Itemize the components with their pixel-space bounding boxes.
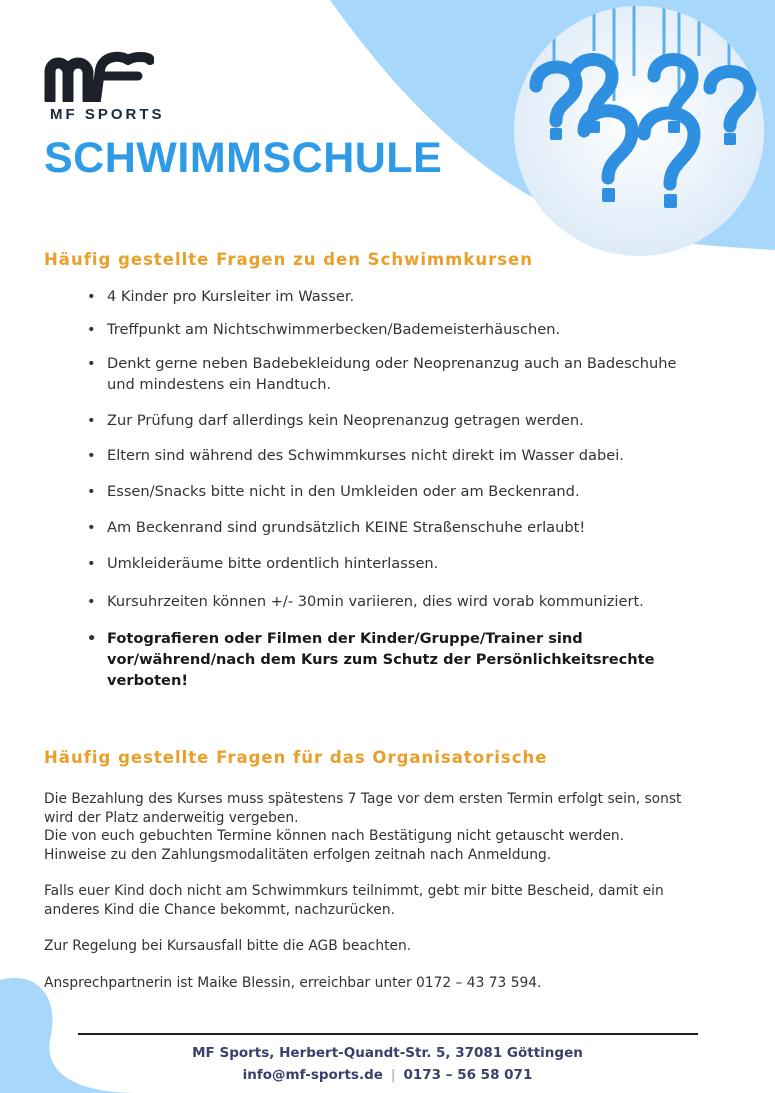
footer-separator: | xyxy=(390,1067,396,1083)
logo-text: MF SPORTS xyxy=(50,106,165,123)
faq-item: • 4 Kinder pro Kursleiter im Wasser. xyxy=(86,286,696,307)
page-title: SCHWIMMSCHULE xyxy=(44,134,443,182)
brand-logo xyxy=(44,50,174,123)
footer-phone[interactable]: 0173 – 56 58 071 xyxy=(403,1067,533,1083)
org-paragraph: Zur Regelung bei Kursausfall bitte die AGB beachten. xyxy=(44,938,412,954)
faq-list xyxy=(86,286,696,691)
org-paragraph: Die Bezahlung des Kurses muss spätestens 7 Tage vor dem ersten Termin erfolgt sein, sonst wird der Platz anderweitig vergeben. xyxy=(44,791,682,826)
footer-address: MF Sports, Herbert-Quandt-Str. 5, 37081 Göttingen xyxy=(192,1045,583,1061)
faq-item: • Kursuhrzeiten können +/- 30min variieren, dies wird vorab kommuniziert. xyxy=(86,591,696,612)
org-paragraph: Hinweise zu den Zahlungsmodalitäten erfolgen zeitnah nach Anmeldung. xyxy=(44,846,552,863)
org-paragraph: Falls euer Kind doch nicht am Schwimmkurs teilnimmt, gebt mir bitte Bescheid, damit ein anderes Kind die Chance bekommt, nachzurücken. xyxy=(44,883,664,918)
faq-item: • Treffpunkt am Nichtschwimmerbecken/Bademeisterhäuschen. xyxy=(86,319,696,340)
footer-contact xyxy=(0,1067,775,1083)
faq-heading: Häufig gestellte Fragen zu den Schwimmkursen xyxy=(44,250,533,269)
faq-item: • Eltern sind während des Schwimmkurses nicht direkt im Wasser dabei. xyxy=(86,445,696,466)
org-paragraph: Die von euch gebuchten Termine können nach Bestätigung nicht getauscht werden. xyxy=(44,828,625,844)
faq-item: • Umkleideräume bitte ordentlich hinterlassen. xyxy=(86,553,696,574)
faq-item-important: • Fotografieren oder Filmen der Kinder/Gruppe/Trainer sind vor/während/nach dem Kurs zum Schutz der Persönlichkeitsrechte verboten! xyxy=(86,628,696,691)
question-marks-icon xyxy=(514,6,764,256)
question-marks-image xyxy=(514,6,764,256)
footer-divider xyxy=(78,1033,698,1035)
faq-item: • Essen/Snacks bitte nicht in den Umkleiden oder am Beckenrand. xyxy=(86,481,696,502)
footer-email-link[interactable]: info@mf-sports.de xyxy=(242,1067,383,1083)
mf-logo-icon xyxy=(44,50,154,102)
faq-item: • Denkt gerne neben Badebekleidung oder Neoprenanzug auch an Badeschuhe und mindestens ein Handtuch. xyxy=(86,353,696,395)
org-text xyxy=(44,790,714,992)
org-heading: Häufig gestellte Fragen für das Organisatorische xyxy=(44,748,548,767)
faq-item: • Am Beckenrand sind grundsätzlich KEINE Straßenschuhe erlaubt! xyxy=(86,517,696,538)
faq-item: • Zur Prüfung darf allerdings kein Neoprenanzug getragen werden. xyxy=(86,410,696,431)
org-paragraph: Ansprechpartnerin ist Maike Blessin, erreichbar unter 0172 – 43 73 594. xyxy=(44,974,542,991)
